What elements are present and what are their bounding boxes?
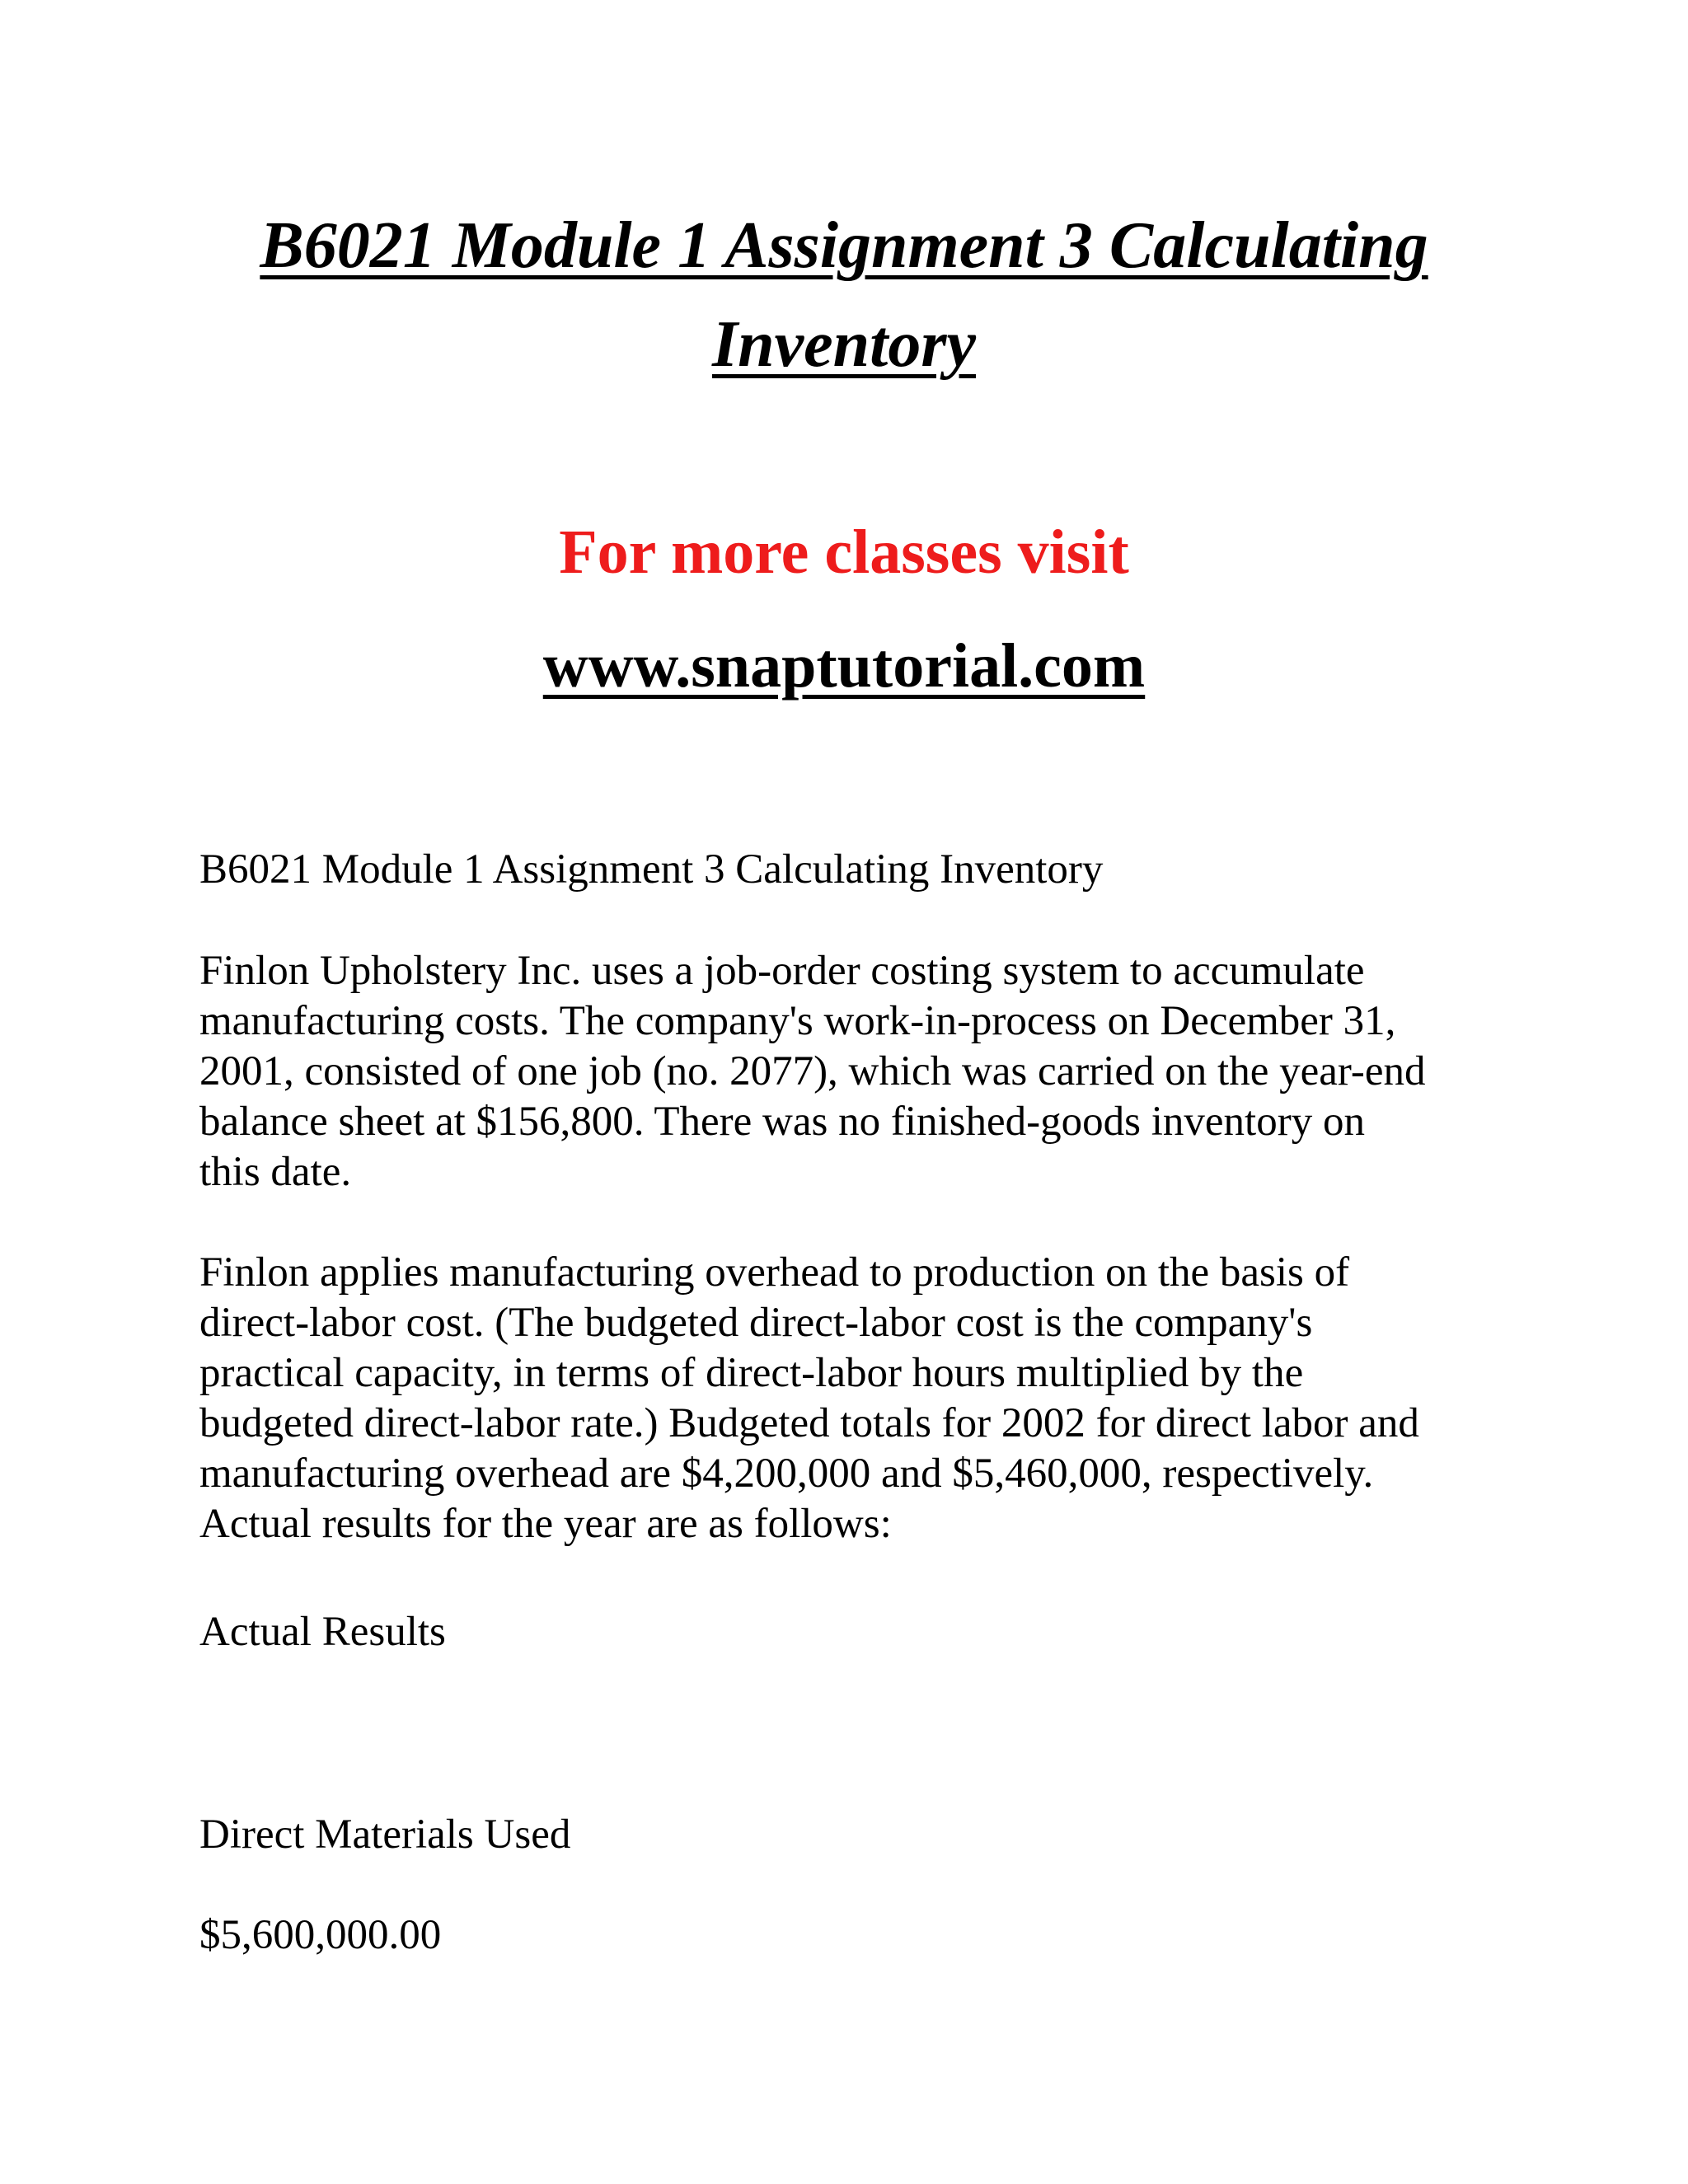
title-line-1: B6021 Module 1 Assignment 3 Calculating [260, 209, 1428, 282]
subtitle-text: B6021 Module 1 Assignment 3 Calculating Inventory [199, 846, 1104, 893]
paragraph-2-line: practical capacity, in terms of direct-labor hours multiplied by the [199, 1350, 1304, 1396]
document-title [148, 196, 1540, 394]
paragraph-2-line: manufacturing overhead are $4,200,000 and $5,460,000, respectively. [199, 1451, 1374, 1497]
title-line-2: Inventory [712, 308, 976, 381]
paragraph-1 [199, 946, 1518, 1197]
paragraph-1-line: Finlon Upholstery Inc. uses a job-order costing system to accumulate [199, 948, 1365, 994]
paragraph-2 [199, 1248, 1518, 1549]
website-link[interactable]: www.snaptutorial.com [542, 631, 1146, 701]
promo-text: For more classes visit [559, 518, 1129, 587]
direct-materials-label [199, 1810, 1518, 1860]
actual-results-heading [199, 1607, 1518, 1657]
paragraph-2-line: budgeted direct-labor rate.) Budgeted totals for 2002 for direct labor and [199, 1400, 1419, 1446]
paragraph-2-line: Finlon applies manufacturing overhead to production on the basis of [199, 1249, 1350, 1296]
paragraph-1-line: balance sheet at $156,800. There was no finished-goods inventory on [199, 1099, 1365, 1145]
document-subtitle [199, 845, 1518, 895]
paragraph-1-line: this date. [199, 1149, 352, 1195]
direct-materials-value-text: $5,600,000.00 [199, 1912, 442, 1958]
paragraph-1-line: manufacturing costs. The company's work-in-process on December 31, [199, 998, 1396, 1044]
actual-results-text: Actual Results [199, 1609, 446, 1655]
paragraph-2-line: Actual results for the year are as follows: [199, 1501, 892, 1547]
paragraph-2-line: direct-labor cost. (The budgeted direct-labor cost is the company's [199, 1300, 1313, 1346]
paragraph-1-line: 2001, consisted of one job (no. 2077), which was carried on the year-end [199, 1048, 1426, 1094]
direct-materials-label-text: Direct Materials Used [199, 1811, 571, 1858]
direct-materials-value [199, 1910, 1518, 1961]
